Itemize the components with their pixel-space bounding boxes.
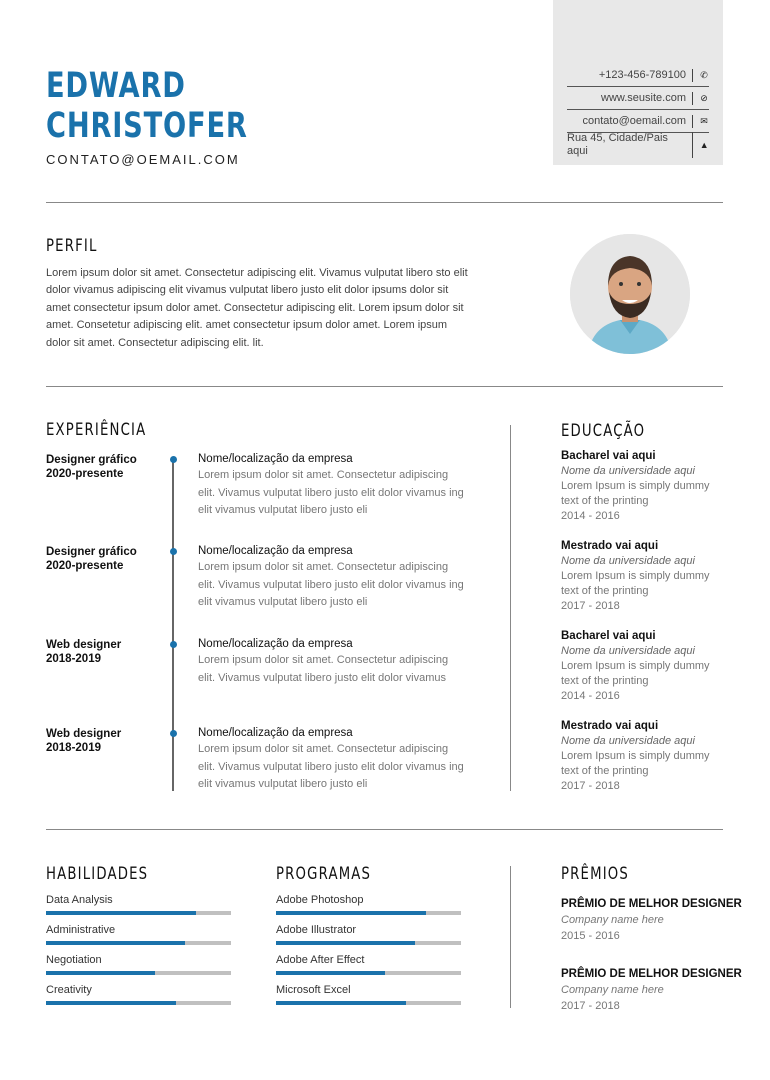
- experience-detail: [198, 544, 466, 612]
- experience-detail: [198, 637, 466, 687]
- education-years: 2017 - 2018: [561, 780, 620, 792]
- phone-icon: ✆: [700, 69, 708, 80]
- award-item: [561, 897, 742, 944]
- program-item: [276, 954, 461, 984]
- program-item: [276, 924, 461, 954]
- email-text: contato@oemail.com: [583, 115, 694, 128]
- divider: [46, 202, 723, 203]
- experience-detail: [198, 452, 466, 520]
- divider: [46, 829, 723, 830]
- program-bar-fill: [276, 971, 385, 975]
- job-period: 2018-2019: [46, 742, 101, 754]
- company-name: Nome/localização da empresa: [198, 638, 353, 650]
- award-years: 2015 - 2016: [561, 930, 620, 942]
- education-title: EDUCAÇÃO: [561, 421, 646, 441]
- skill-item: [46, 984, 231, 1014]
- education-desc: text of the printing: [561, 765, 649, 777]
- address-text: Rua 45, Cidade/Pais aqui: [567, 132, 693, 158]
- education-desc: Lorem Ipsum is simply dummy: [561, 660, 710, 672]
- skill-bar-fill: [46, 941, 185, 945]
- experience-title: EXPERIÊNCIA: [46, 420, 147, 440]
- profile-title: PERFIL: [46, 236, 98, 256]
- program-bar-fill: [276, 941, 415, 945]
- award-company: Company name here: [561, 914, 664, 926]
- experience-detail: [198, 726, 466, 794]
- person-avatar-icon: [570, 234, 690, 354]
- education-desc: text of the printing: [561, 585, 649, 597]
- company-name: Nome/localização da empresa: [198, 453, 353, 465]
- skill-bar: [46, 941, 231, 945]
- job-description: Lorem ipsum dolor sit amet. Consectetur adipiscing elit. Vivamus vulputat libero justo elit dolor vivamus: [198, 654, 449, 684]
- skill-label: Data Analysis: [46, 894, 113, 906]
- education-desc: text of the printing: [561, 675, 649, 687]
- skills-list: [46, 894, 231, 1014]
- column-divider: [510, 425, 511, 791]
- skill-bar-fill: [46, 911, 196, 915]
- program-bar-fill: [276, 1001, 406, 1005]
- education-desc: Lorem Ipsum is simply dummy: [561, 480, 710, 492]
- home-icon: ▲: [699, 139, 709, 150]
- job-description: Lorem ipsum dolor sit amet. Consectetur adipiscing elit. Vivamus vulputat libero justo elit dolor vivamus ing elit vivamus vulputat libero justo eli: [198, 469, 464, 517]
- program-item: [276, 894, 461, 924]
- degree: Mestrado vai aqui: [561, 540, 659, 552]
- awards-title: PRÊMIOS: [561, 864, 629, 884]
- candidate-name: [46, 66, 248, 146]
- contact-box: [553, 0, 723, 165]
- program-label: Adobe After Effect: [276, 954, 365, 966]
- job-description: Lorem ipsum dolor sit amet. Consectetur adipiscing elit. Vivamus vulputat libero justo elit dolor vivamus ing elit vivamus vulputat libero justo eli: [198, 743, 464, 791]
- last-name: CHRISTOFER: [46, 106, 248, 146]
- experience-item: [46, 638, 121, 666]
- job-description: Lorem ipsum dolor sit amet. Consectetur adipiscing elit. Vivamus vulputat libero justo elit dolor vivamus ing elit vivamus vulputat libero justo eli: [198, 561, 464, 609]
- skill-label: Negotiation: [46, 954, 102, 966]
- timeline-dot: [170, 456, 177, 463]
- skills-title: HABILIDADES: [46, 864, 149, 884]
- envelope-icon: ✉: [700, 115, 708, 126]
- program-bar: [276, 941, 461, 945]
- experience-item: [46, 727, 121, 755]
- program-bar: [276, 1001, 461, 1005]
- job-period: 2020-presente: [46, 468, 124, 480]
- contact-address: [567, 133, 709, 156]
- job-role: Web designer: [46, 728, 122, 740]
- header-email: CONTATO@OEMAIL.COM: [46, 152, 240, 167]
- skill-bar: [46, 1001, 231, 1005]
- education-item: [561, 539, 710, 614]
- contact-phone: [567, 64, 709, 87]
- programs-title: PROGRAMAS: [276, 864, 372, 884]
- first-name: EDWARD: [46, 66, 186, 106]
- education-years: 2014 - 2016: [561, 510, 620, 522]
- timeline-line: [172, 458, 174, 791]
- program-label: Adobe Photoshop: [276, 894, 364, 906]
- job-role: Designer gráfico: [46, 546, 137, 558]
- degree: Mestrado vai aqui: [561, 720, 659, 732]
- skill-item: [46, 894, 231, 924]
- degree: Bacharel vai aqui: [561, 630, 656, 642]
- timeline-dot: [170, 641, 177, 648]
- award-item: [561, 967, 742, 1014]
- university: Nome da universidade aqui: [561, 555, 695, 567]
- company-name: Nome/localização da empresa: [198, 545, 353, 557]
- program-item: [276, 984, 461, 1014]
- university: Nome da universidade aqui: [561, 465, 695, 477]
- skill-bar: [46, 971, 231, 975]
- award-title: PRÊMIO DE MELHOR DESIGNER: [561, 968, 742, 980]
- degree: Bacharel vai aqui: [561, 450, 656, 462]
- award-title: PRÊMIO DE MELHOR DESIGNER: [561, 898, 742, 910]
- profile-photo: [570, 234, 690, 354]
- education-years: 2014 - 2016: [561, 690, 620, 702]
- university: Nome da universidade aqui: [561, 645, 695, 657]
- phone-text: +123-456-789100: [599, 69, 693, 82]
- program-bar: [276, 911, 461, 915]
- link-icon: ⊘: [700, 92, 708, 103]
- skill-item: [46, 954, 231, 984]
- job-role: Web designer: [46, 639, 122, 651]
- education-desc: text of the printing: [561, 495, 649, 507]
- program-bar-fill: [276, 911, 426, 915]
- job-role: Designer gráfico: [46, 454, 137, 466]
- education-years: 2017 - 2018: [561, 600, 620, 612]
- contact-website: [567, 87, 709, 110]
- skill-label: Administrative: [46, 924, 116, 936]
- divider: [46, 386, 723, 387]
- skill-bar: [46, 911, 231, 915]
- contact-email: [567, 110, 709, 133]
- award-company: Company name here: [561, 984, 664, 996]
- job-period: 2020-presente: [46, 560, 124, 572]
- education-desc: Lorem Ipsum is simply dummy: [561, 570, 710, 582]
- education-item: [561, 449, 710, 524]
- skill-label: Creativity: [46, 984, 92, 996]
- programs-list: [276, 894, 461, 1014]
- education-desc: Lorem Ipsum is simply dummy: [561, 750, 710, 762]
- timeline-dot: [170, 730, 177, 737]
- column-divider: [510, 866, 511, 1008]
- profile-text: Lorem ipsum dolor sit amet. Consectetur adipiscing elit. Vivamus vulputat libero sto elit dolor vivamus adipiscing elit vivamus vulputat libero justo elit dolor ipsums dolor sit amet consectetur ipsum dolor amet. Consectetur adipiscing elit. Lorem ipsum dolor sit amet. Consetetur adipiscing elit. amet consectetur ipsum dolor amet. Lorem ipsum dolor sit amet. Consectetur adipiscing elit. lit.: [46, 267, 468, 349]
- skill-bar-fill: [46, 971, 155, 975]
- program-bar: [276, 971, 461, 975]
- experience-item: [46, 545, 137, 573]
- job-period: 2018-2019: [46, 653, 101, 665]
- education-item: [561, 629, 710, 704]
- timeline-dot: [170, 548, 177, 555]
- skill-item: [46, 924, 231, 954]
- website-text: www.seusite.com: [601, 92, 693, 105]
- skill-bar-fill: [46, 1001, 176, 1005]
- experience-item: [46, 453, 137, 481]
- company-name: Nome/localização da empresa: [198, 727, 353, 739]
- university: Nome da universidade aqui: [561, 735, 695, 747]
- education-item: [561, 719, 710, 794]
- award-years: 2017 - 2018: [561, 1000, 620, 1012]
- program-label: Adobe Illustrator: [276, 924, 357, 936]
- program-label: Microsoft Excel: [276, 984, 351, 996]
